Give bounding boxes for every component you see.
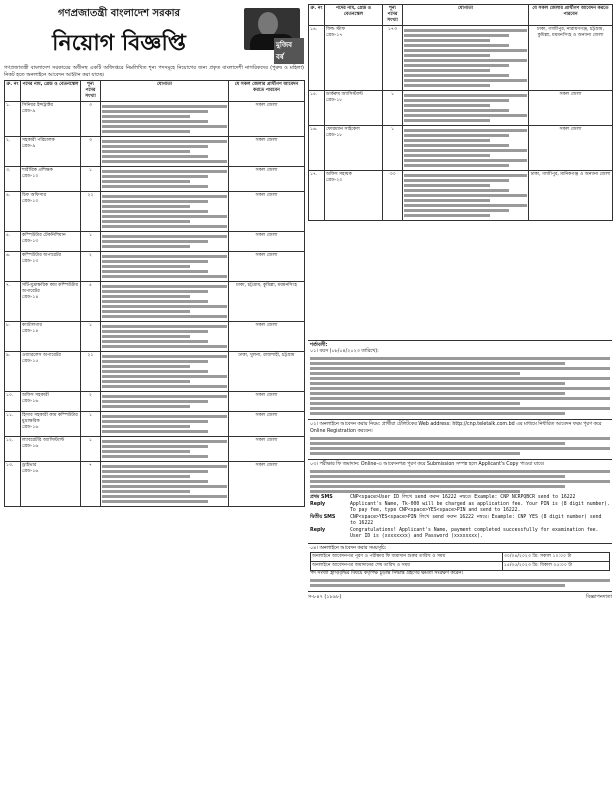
- row-post: [21, 412, 81, 437]
- post-grade: গ্রেড-১৬: [22, 425, 39, 430]
- post-grade: গ্রেড-১৩: [22, 259, 39, 264]
- row-district: সকল জেলা: [229, 192, 305, 232]
- col-header-qualification: যোগ্যতা: [101, 81, 229, 102]
- row-qualification: [101, 352, 229, 392]
- table-row: [5, 192, 305, 232]
- row-qualification: [101, 192, 229, 232]
- end-label: অনলাইনে আবেদনপত্র জমাদানের শেষ তারিখ ও সময়: [311, 561, 503, 570]
- post-name: ডার্করুম অ্যাসিস্ট্যান্ট: [326, 92, 363, 97]
- row-district: ঢাকা, গাজীপুর, নারায়ণগঞ্জ, চট্টগ্রাম, কুমিল্লা, ময়মনসিংহ ও অন্যান্য জেলা: [529, 26, 613, 91]
- intro-text: গণপ্রজাতন্ত্রী বাংলাদেশ সরকারের অধীনস্থ একটি অধিদপ্তরে নিম্নলিখিত শূন্য পদসমূহে নিয়োগের জন্য প্রকৃত বাংলাদেশী নাগরিকদের (পুরুষ ও মহিলা) নিকট হতে অনলাইনে আবেদন আহ্বান করা যাচ্ছে।: [4, 65, 304, 78]
- row-district: ঢাকা, চট্টগ্রাম, কুমিল্লা, ময়মনসিংহ: [229, 282, 305, 322]
- row-no: ১৭.: [309, 171, 325, 221]
- row-count: ৩: [81, 137, 101, 167]
- conditions-heading: শর্তাবলী:: [310, 343, 328, 348]
- row-count: ২২: [81, 192, 101, 232]
- row-district: সকল জেলা: [229, 322, 305, 352]
- payment-instructions: [308, 459, 612, 543]
- row-district: ঢাকা, গাজীপুর, মানিকগঞ্জ ও অন্যান্য জেলা: [529, 171, 613, 221]
- row-no: ৭.: [5, 282, 21, 322]
- conditions-block: [308, 340, 612, 419]
- post-name: অফিস সহকারী: [22, 393, 49, 398]
- row-count: ৩: [81, 102, 101, 137]
- row-qualification: [403, 126, 529, 171]
- table-row: [5, 437, 305, 462]
- job-circular-page: [4, 4, 612, 796]
- posts-table-left: [4, 80, 305, 507]
- post-name: সিনিয়র ইন্সট্রাক্টর: [22, 103, 53, 108]
- table-row: [309, 26, 613, 91]
- row-qualification: [101, 462, 229, 507]
- row-post: [21, 462, 81, 507]
- row-qualification: [101, 282, 229, 322]
- row-district: সকল জেলা: [529, 91, 613, 126]
- row-count: ২১: [81, 352, 101, 392]
- col-header-count: শূন্য পদের সংখ্যা: [383, 5, 403, 26]
- start-label: অনলাইনে আবেদনপত্র পূরণ ও পরীক্ষার ফি জমাদান শুরুর তারিখ ও সময়: [311, 552, 503, 561]
- row-post: [21, 192, 81, 232]
- post-name: ল্যাবরেটরি অ্যাসিস্ট্যান্ট: [22, 438, 65, 443]
- post-name: ড্রাইভার: [22, 463, 37, 468]
- row-count: ১: [81, 437, 101, 462]
- table-row: [5, 462, 305, 507]
- row-no: ৮.: [5, 322, 21, 352]
- table-row: [5, 392, 305, 412]
- post-grade: গ্রেড-১০: [22, 174, 39, 179]
- post-name: সহকারী পরিচালক: [22, 138, 55, 143]
- post-name: ওয়্যারলেস অপারেটর: [22, 353, 61, 358]
- row-count: ১: [81, 167, 101, 192]
- row-district: সকল জেলা: [229, 232, 305, 252]
- row-post: [21, 392, 81, 412]
- conditions-section: [308, 340, 612, 602]
- col-header-district: যে সকল জেলার প্রার্থীগণ আবেদন করতে পারবেন: [529, 5, 613, 26]
- row-district: সকল জেলা: [529, 126, 613, 171]
- row-no: ৫.: [5, 232, 21, 252]
- reply-second-text: Congratulations! Applicant's Name, payment completed successfully for examination fee. User ID is (xxxxxxxx) and Password (xxxxxxxx).: [350, 527, 599, 540]
- table-row: [5, 252, 305, 282]
- col-header-post: পদের নাম, গ্রেড ও বেতনস্কেল: [21, 81, 81, 102]
- reply-second-label: Reply: [310, 527, 326, 533]
- col-header-post: পদের নাম, গ্রেড ও বেতনস্কেল: [325, 5, 383, 26]
- row-no: ৪.: [5, 192, 21, 232]
- right-column: [308, 4, 612, 600]
- row-count: ৭: [81, 462, 101, 507]
- post-name: কম্পিউটার টেকনিশিয়ান: [22, 233, 66, 238]
- row-count: ১৭৩: [383, 26, 403, 91]
- apply-instructions: [308, 419, 612, 458]
- start-value: ৩০/০৪/২০২৩ খ্রি: সকাল ১০:০০ টা: [502, 552, 609, 561]
- table-header-row: [309, 5, 613, 26]
- post-grade: গ্রেড-১৩: [22, 239, 39, 244]
- table-header-row: [5, 81, 305, 102]
- table-row: [309, 171, 613, 221]
- row-count: ৩৩: [383, 171, 403, 221]
- table-row: [5, 102, 305, 137]
- row-post: [21, 167, 81, 192]
- post-grade: গ্রেড-১৮: [326, 133, 343, 138]
- row-district: ঢাকা, খুলনা, রাজশাহী, চট্টগ্রাম: [229, 352, 305, 392]
- post-grade: গ্রেড-১৬: [22, 469, 39, 474]
- row-count: ১: [81, 322, 101, 352]
- sms-second-label: দ্বিতীয় SMS: [310, 514, 336, 520]
- table-row: [5, 137, 305, 167]
- mujib-year-logo: মুজিব বর্ষ: [274, 38, 304, 64]
- row-qualification: [101, 102, 229, 137]
- row-count: ১: [383, 126, 403, 171]
- row-post: [21, 102, 81, 137]
- row-no: ১৫.: [309, 91, 325, 126]
- post-name: ফোরম্যান সাইকেল: [326, 127, 360, 132]
- row-post: [21, 252, 81, 282]
- post-grade: গ্রেড-১৮: [326, 98, 343, 103]
- row-post: [21, 437, 81, 462]
- row-post: [21, 322, 81, 352]
- row-post: [21, 352, 81, 392]
- row-post: [325, 171, 383, 221]
- row-qualification: [101, 137, 229, 167]
- row-post: [21, 232, 81, 252]
- post-grade: গ্রেড-৯: [22, 109, 36, 114]
- age-condition: ০১। বয়স (০৮/০৪/২০২৩ তারিখে):: [310, 349, 379, 355]
- government-name: গণপ্রজাতন্ত্রী বাংলাদেশ সরকার: [58, 8, 180, 19]
- row-district: সকল জেলা: [229, 252, 305, 282]
- row-qualification: [101, 252, 229, 282]
- footer: [308, 591, 612, 602]
- schedule-heading: ০৪। অনলাইনে আবেদন করার সময়সূচি:: [310, 545, 387, 551]
- post-grade: গ্রেড-১৪: [22, 329, 39, 334]
- row-no: ৬.: [5, 252, 21, 282]
- table-row: [5, 282, 305, 322]
- row-district: সকল জেলা: [229, 462, 305, 507]
- schedule-section: [308, 543, 612, 591]
- row-no: ১৪.: [309, 26, 325, 91]
- table-row: [5, 167, 305, 192]
- row-no: ৩.: [5, 167, 21, 192]
- table-row: [309, 126, 613, 171]
- row-district: সকল জেলা: [229, 167, 305, 192]
- row-post: [325, 126, 383, 171]
- col-header-count: শূন্য পদের সংখ্যা: [81, 81, 101, 102]
- post-grade: গ্রেড-২০: [326, 178, 343, 183]
- sms-first-text: CNP<space>User ID লিখে send করুন 16222 নম্বরে। Example: CNP NCRPQBCR send to 16222: [350, 495, 576, 501]
- post-grade: গ্রেড-১৭: [326, 33, 343, 38]
- table-row: [311, 561, 610, 570]
- row-qualification: [403, 171, 529, 221]
- post-grade: গ্রেড-১৬: [22, 444, 39, 449]
- table-row: [311, 552, 610, 561]
- sms-first-label: প্রথম SMS: [310, 495, 333, 501]
- end-value: ১৫/০৫/২০২৩ খ্রি: বিকাল ০৫:০০ টা: [502, 561, 609, 570]
- post-name: অফিস সহায়ক: [326, 172, 352, 177]
- row-post: [325, 91, 383, 126]
- col-header-district: যে সকল জেলার প্রার্থীগণ আবেদন করতে পারবেন: [229, 81, 305, 102]
- post-name: সাঁট-মুদ্রাক্ষরিক কাম কম্পিউটার অপারেটর: [22, 283, 79, 294]
- row-no: ১৬.: [309, 126, 325, 171]
- row-count: ১: [383, 91, 403, 126]
- row-post: [21, 137, 81, 167]
- row-count: ১: [81, 232, 101, 252]
- table-row: [309, 91, 613, 126]
- payment-text: ০৩। পরীক্ষার ফি জমাদান: Online-এ আবেদনপত্র পূরণ করে Submission সম্পন্ন হলে Applicant's Copy পাওয়া যাবে।: [310, 461, 545, 467]
- row-no: ১৩.: [5, 462, 21, 507]
- post-grade: গ্রেড-১৫: [22, 359, 39, 364]
- col-header-qualification: যোগ্যতা: [403, 5, 529, 26]
- row-district: সকল জেলা: [229, 392, 305, 412]
- post-name: শারীরিক প্রশিক্ষক: [22, 168, 53, 173]
- row-count: ২: [81, 392, 101, 412]
- post-name: ফিল্ড স্টাফ: [326, 27, 345, 32]
- left-column: [4, 4, 304, 507]
- post-name: চিফ অফিসার: [22, 193, 47, 198]
- table-row: [5, 352, 305, 392]
- row-count: ২: [81, 252, 101, 282]
- row-no: ১২.: [5, 437, 21, 462]
- post-name: হিসাব সহকারী কাম কম্পিউটার মুদ্রাক্ষরিক: [22, 413, 78, 424]
- post-grade: গ্রেড-১৪: [22, 295, 39, 300]
- reply-first: [310, 502, 610, 515]
- row-qualification: [403, 26, 529, 91]
- row-qualification: [101, 437, 229, 462]
- page-title: নিয়োগ বিজ্ঞপ্তি: [52, 31, 186, 56]
- row-district: সকল জেলা: [229, 412, 305, 437]
- posts-table-right: [308, 4, 613, 221]
- sms-second: [310, 515, 610, 528]
- row-no: ১১.: [5, 412, 21, 437]
- row-qualification: [101, 232, 229, 252]
- row-district: সকল জেলা: [229, 437, 305, 462]
- col-header-no: ক্র. নং: [309, 5, 325, 26]
- post-grade: গ্রেড-৯: [22, 144, 36, 149]
- row-no: ১০.: [5, 392, 21, 412]
- row-qualification: [403, 91, 529, 126]
- row-no: ২.: [5, 137, 21, 167]
- schedule-table: [310, 552, 610, 571]
- sms-second-text: CNP<space>YES<space>PIN লিখে send করুন 16222 নম্বরে। Example: CNP YES (8 digit number) send to 16222: [350, 514, 602, 527]
- table-row: [5, 232, 305, 252]
- reply-second: [310, 528, 610, 541]
- row-count: ৫: [81, 282, 101, 322]
- note-text: পদ সংখ্যা হ্রাস/বৃদ্ধির বিষয়ে কর্তৃপক্ষ চূড়ান্ত সিদ্ধান্ত গ্রহণের ক্ষমতা সংরক্ষণ করেন।: [310, 570, 463, 576]
- reply-first-label: Reply: [310, 501, 326, 507]
- row-post: [21, 282, 81, 322]
- row-district: সকল জেলা: [229, 102, 305, 137]
- row-qualification: [101, 167, 229, 192]
- memo-number: স-৮৪৭ (১৮৯৮): [308, 593, 342, 600]
- post-grade: গ্রেড-১৬: [22, 399, 39, 404]
- post-grade: গ্রেড-১০: [22, 199, 39, 204]
- col-header-no: ক্র. নং: [5, 81, 21, 102]
- row-qualification: [101, 412, 229, 437]
- row-count: ১: [81, 412, 101, 437]
- post-name: কম্পিউটার অপারেটর: [22, 253, 62, 258]
- table-row: [5, 322, 305, 352]
- apply-text: ০২। অনলাইনে আবেদন করার নিয়ম: প্রার্থীরা টেলিটকের Web address: http://cnp.teletalk.com.bd এর মাধ্যমে নির্ধারিত আবেদন ফরম পূরণ করে Online Registration করবেন।: [310, 422, 602, 434]
- header: [4, 6, 304, 80]
- reply-first-text: Applicant's Name, Tk-000 will be charged as application fee. Your PIN is (8 digit number). To pay fee, type CNP<space>YES<space>PIN and send to 16222.: [350, 501, 610, 514]
- row-post: [325, 26, 383, 91]
- table-row: [5, 412, 305, 437]
- row-no: ৯.: [5, 352, 21, 392]
- row-district: সকল জেলা: [229, 137, 305, 167]
- row-no: ১.: [5, 102, 21, 137]
- row-qualification: [101, 392, 229, 412]
- row-qualification: [101, 322, 229, 352]
- post-name: ক্যাটালগার: [22, 323, 43, 328]
- advertiser-label: বিজ্ঞাপনদাতা: [585, 593, 612, 600]
